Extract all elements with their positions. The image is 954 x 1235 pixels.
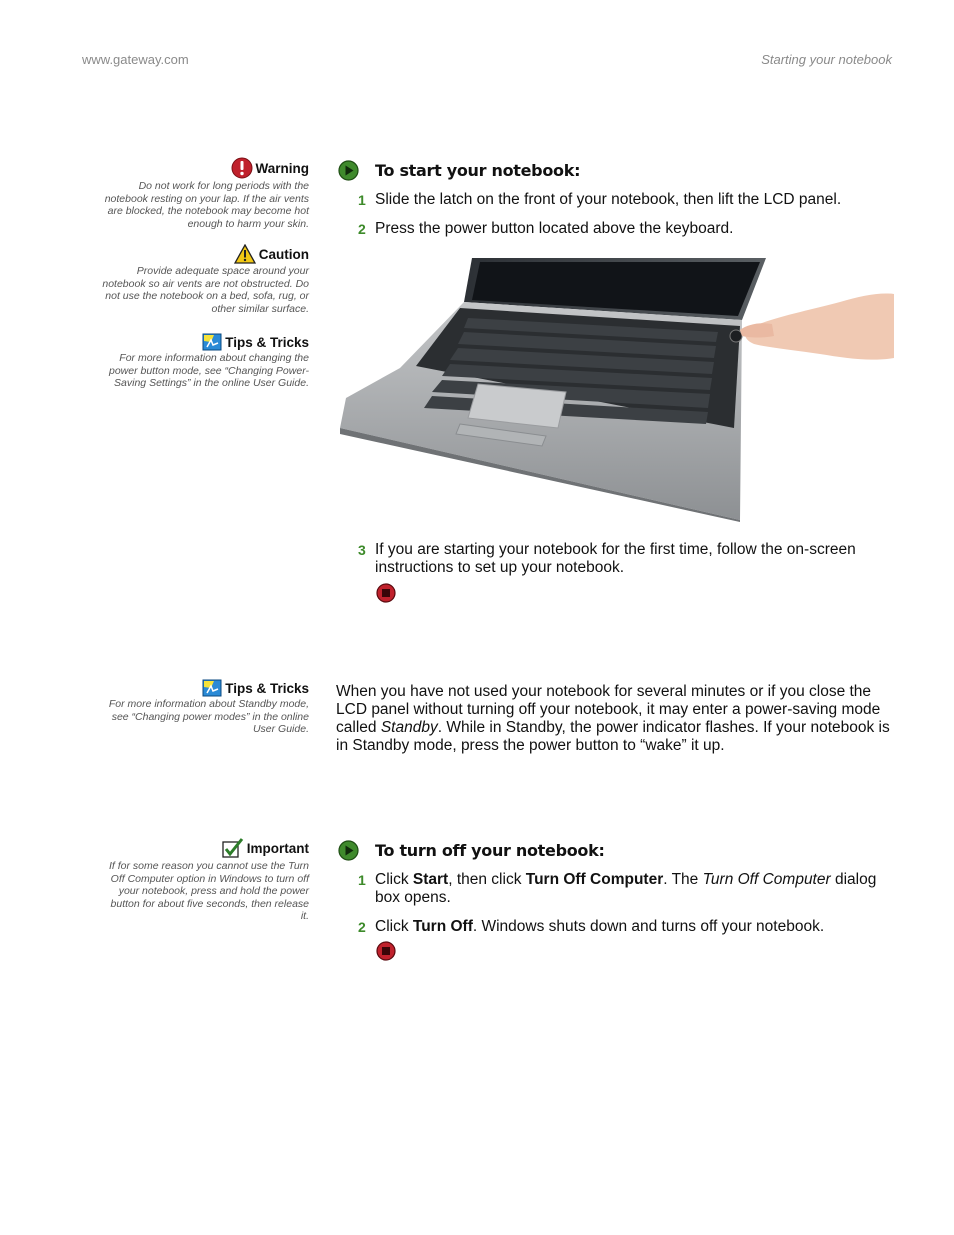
procedure-end-icon: [376, 583, 396, 603]
procedure-start-icon: [338, 840, 359, 861]
turnoff-procedure: [338, 840, 898, 861]
procedure-end-icon: [376, 941, 396, 961]
start-step-2: 2 Press the power button located above the keyboard.: [358, 220, 734, 237]
turnoff-title: To turn off your notebook:: [375, 841, 605, 860]
important-note: [100, 837, 309, 923]
tips-icon: [202, 333, 222, 351]
caution-note: [100, 244, 309, 315]
start-procedure: [338, 160, 898, 181]
start-step-3: 3 If you are starting your notebook for the first time, follow the on-screen instructions to set up your notebook.: [358, 541, 856, 576]
important-title: Important: [246, 840, 309, 856]
tips-text: For more information about Standby mode, see “Changing power modes” in the online User Guide.: [108, 698, 309, 735]
tips-note-power-mode: [100, 333, 309, 390]
header-section-title: Starting your notebook: [761, 52, 892, 67]
procedure-start-icon: [338, 160, 359, 181]
notebook-power-button-photo: [340, 258, 894, 522]
warning-title: Warning: [255, 160, 309, 176]
warning-icon: [231, 157, 253, 179]
checkmark-icon: [222, 837, 244, 859]
warning-text: Do not work for long periods with the notebook resting on your lap. If the air vents are blocked, the notebook may become hot enough to harm your skin.: [104, 180, 309, 230]
standby-paragraph: When you have not used your notebook for several minutes or if you close the LCD panel without turning off your notebook, it may enter a power-saving mode called Standby. While in Standby, the power indicator flashes. If your notebook is in Standby mode, press the power button to “wake” it up.: [336, 683, 890, 754]
turnoff-step-2: 2 Click Turn Off. Windows shuts down and turns off your notebook.: [358, 918, 825, 935]
turnoff-step-1: 1 Click Start, then click Turn Off Computer. The Turn Off Computer dialog box opens.: [358, 871, 877, 906]
caution-icon: [234, 244, 256, 264]
tips-text: For more information about changing the power button mode, see “Changing Power-Saving Settings” in the online User Guide.: [108, 352, 309, 389]
caution-title: Caution: [258, 246, 309, 262]
tips-note-standby: [100, 679, 309, 736]
caution-text: Provide adequate space around your notebook so air vents are not obstructed. Do not use the notebook on a bed, sofa, rug, or other similar surface.: [102, 265, 309, 315]
important-text: If for some reason you cannot use the Turn Off Computer option in Windows to turn off your notebook, press and hold the power button for about five seconds, then release it.: [109, 860, 309, 922]
start-title: To start your notebook:: [375, 161, 581, 180]
warning-note: [100, 157, 309, 230]
header-url: www.gateway.com: [82, 52, 189, 67]
tips-title: Tips & Tricks: [225, 334, 309, 350]
tips-title: Tips & Tricks: [225, 680, 309, 696]
tips-icon: [202, 679, 222, 697]
start-step-1: 1 Slide the latch on the front of your notebook, then lift the LCD panel.: [358, 191, 842, 208]
